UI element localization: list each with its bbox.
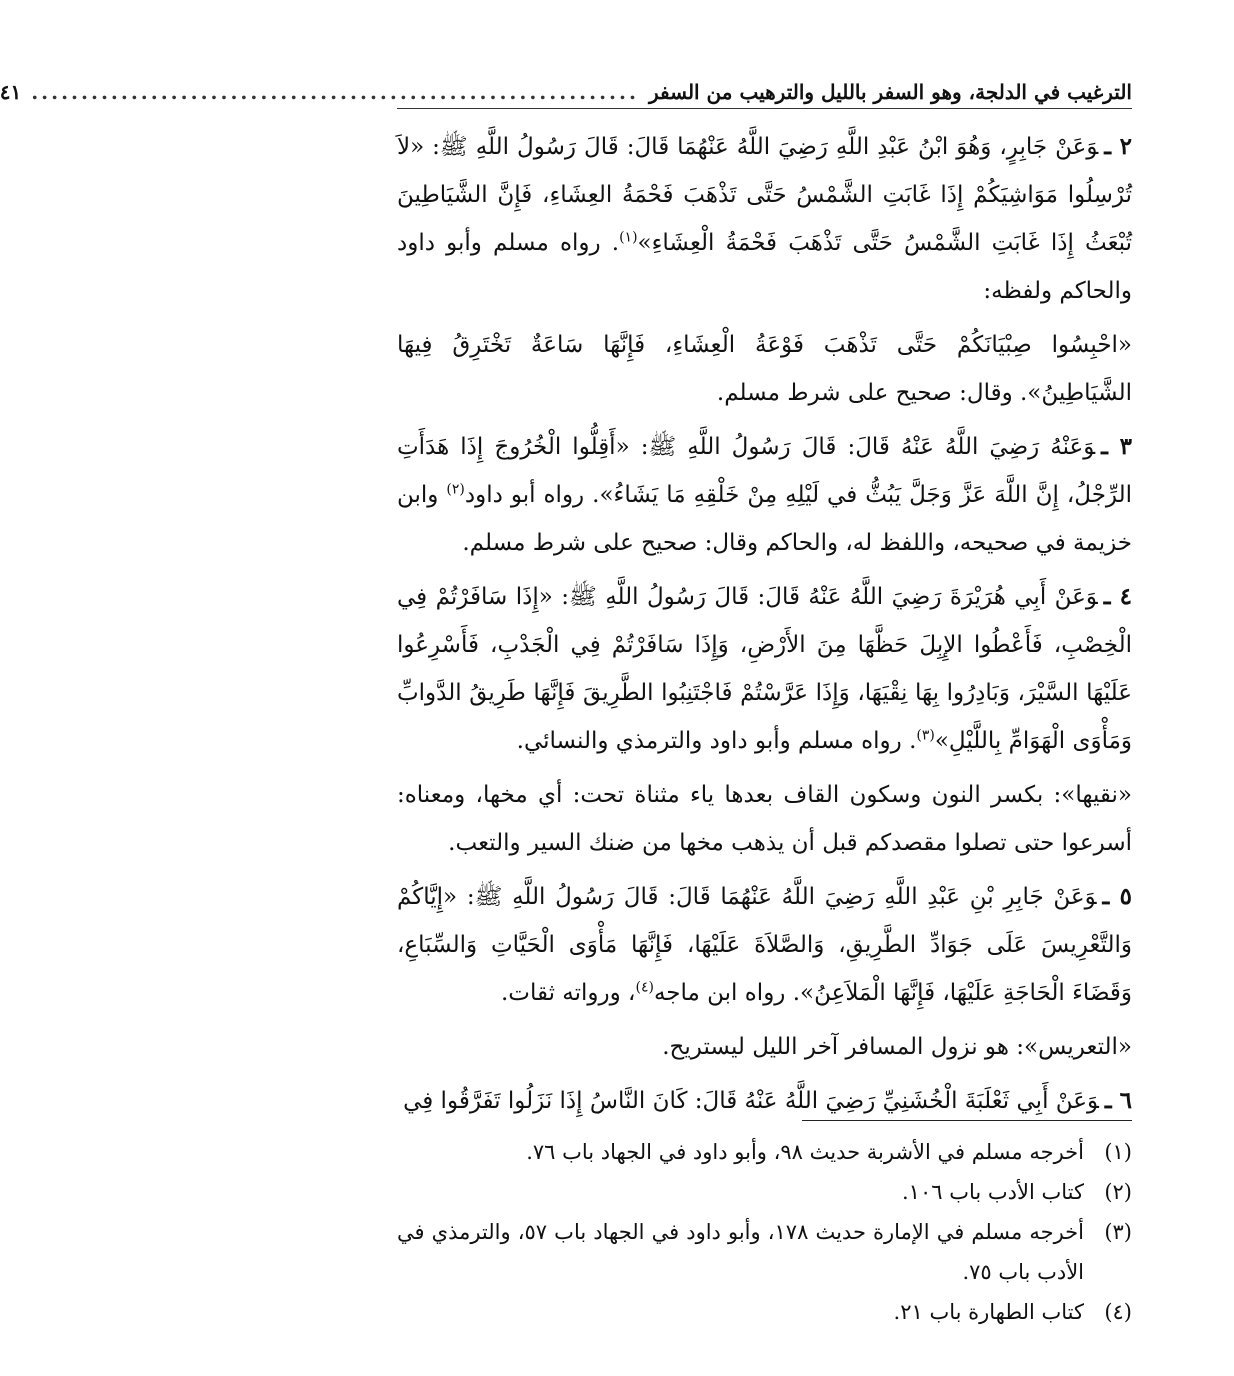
footnote-divider: [802, 1120, 1132, 1121]
hadith-number: ٢ ـ: [1104, 133, 1133, 160]
header-leader-dots: .............................................................: [31, 80, 639, 104]
hadith-source: . رواه مسلم وأبو داود والترمذي والنسائي.: [516, 728, 917, 754]
footnote-ref[interactable]: (٣): [916, 727, 935, 744]
hadith-number: ٥ ـ: [1102, 883, 1133, 910]
hadith-paragraph-2: [397, 123, 1132, 315]
footnote-ref[interactable]: (٤): [635, 979, 654, 996]
footnote-item: [397, 1212, 1132, 1292]
explanation-paragraph: [397, 1023, 1132, 1071]
footnote-ref[interactable]: (٢): [446, 481, 465, 498]
main-text: [397, 123, 1132, 1125]
hadith-number: ٦ ـ: [1104, 1087, 1132, 1114]
hadith-source: ، ورواته ثقات.: [500, 980, 636, 1006]
footnote-text: أخرجه مسلم في الإمارة حديث ١٧٨، وأبو داود في الجهاد باب ٥٧، والترمذي في الأدب باب ٧٥.: [397, 1220, 1084, 1284]
hadith-variant-paragraph: [397, 321, 1132, 417]
hadith-number: ٤ ـ: [1103, 583, 1132, 610]
hadith-paragraph-6: [397, 1077, 1132, 1125]
running-header-title: الترغيب في الدلجة، وهو السفر بالليل والترهيب من السفر: [648, 80, 1132, 104]
footnote-item: [397, 1292, 1132, 1332]
hadith-paragraph-5: [397, 873, 1132, 1017]
hadith-number: ٣ ـ: [1101, 433, 1133, 460]
footnote-item: [397, 1132, 1132, 1172]
page-number: ٤١: [0, 80, 22, 104]
hadith-text: وَعَنْ أَبِي هُرَيْرَةَ رَضِيَ اللَّهُ عَنْهُ قَالَ: قَالَ رَسُولُ اللَّهِ ﷺ: «إِذَا سَافَرْتُمْ فِي الْخِصْبِ، فَأَعْطُوا الإِبِلَ حَظَّهَا مِنَ الأَرْضِ، وَإِذَا سَافَرْتُمْ فِي الْجَدْبِ، فَأَسْرِعُوا عَلَيْهَا السَّيْرَ، وَبَادِرُوا بِهَا نِقْيَهَا، وَإِذَا عَرَّسْتُمْ فَاجْتَنِبُوا الطَّرِيقَ فَإِنَّهَا طَرِيقُ الدَّوابِّ وَمَأْوَى الْهَوَامِّ بِاللَّيْلِ»: [397, 584, 1132, 754]
footnote-mark: (٣): [1104, 1220, 1132, 1244]
hadith-source: وابن خزيمة في صحيحه، واللفظ له، والحاكم وقال: صحيح على شرط مسلم.: [397, 482, 1132, 556]
explanation-text: «التعريس»: هو نزول المسافر آخر الليل ليستريح.: [662, 1034, 1132, 1060]
footnote-text: كتاب الطهارة باب ٢١.: [893, 1300, 1084, 1324]
explanation-paragraph: [397, 771, 1132, 867]
hadith-text: وَعَنْ أَبِي ثَعْلَبَةَ الْخُشَنِيِّ رَضِيَ اللَّهُ عَنْهُ قَالَ: كَانَ النَّاسُ إِذَا نَزَلُوا تَفَرَّقُوا فِي: [403, 1088, 1099, 1114]
hadith-source: . رواه مسلم وأبو داود والحاكم ولفظه:: [397, 230, 1132, 304]
footnote-text: أخرجه مسلم في الأشربة حديث ٩٨، وأبو داود في الجهاد باب ٧٦.: [526, 1140, 1084, 1164]
running-header: [0, 80, 1132, 109]
hadith-text: وَعَنْ جَابِرٍ، وَهُوَ ابْنُ عَبْدِ اللَّهِ رَضِيَ اللَّهُ عَنْهُمَا قَالَ: قَالَ رَسُولُ اللَّهِ ﷺ: «لاَ تُرْسِلُوا مَوَاشِيَكُمْ إِذَا غَابَتِ الشَّمْسُ حَتَّى تَذْهَبَ فَحْمَةُ العِشَاءِ، فَإِنَّ الشَّيَاطِينَ تُبْعَثُ إِذَا غَابَتِ الشَّمْسُ حَتَّى تَذْهَبَ فَحْمَةُ الْعِشَاءِ»: [397, 134, 1133, 256]
hadith-text: «احْبِسُوا صِبْيَانَكُمْ حَتَّى تَذْهَبَ فَوْعَةُ الْعِشَاءِ، فَإِنَّهَا سَاعَةٌ تَخْتَرِقُ فِيهَا الشَّيَاطِينُ». وقال: صحيح على شرط مسلم.: [397, 332, 1132, 406]
footnote-item: [397, 1172, 1132, 1212]
hadith-text: وَعَنْهُ رَضِيَ اللَّهُ عَنْهُ قَالَ: قَالَ رَسُولُ اللَّهِ ﷺ: «أَقِلُّوا الْخُرُوجَ إِذَا هَدَأَتِ الرِّجْلُ، إِنَّ اللَّهَ عَزَّ وَجَلَّ يَبُثُّ في لَيْلِهِ مِنْ خَلْقِهِ مَا يَشَاءُ». رواه أبو داود: [397, 434, 1133, 508]
footnote-mark: (١): [1104, 1140, 1132, 1164]
footnote-mark: (٤): [1104, 1300, 1132, 1324]
footnotes-section: [397, 1132, 1132, 1332]
footnote-text: كتاب الأدب باب ١٠٦.: [901, 1180, 1084, 1204]
hadith-paragraph-4: [397, 573, 1132, 765]
footnote-mark: (٢): [1104, 1180, 1132, 1204]
explanation-text: «نقيها»: بكسر النون وسكون القاف بعدها ياء مثناة تحت: أي مخها، ومعناه: أسرعوا حتى تصلوا مقصدكم قبل أن يذهب مخها من ضنك السير والتعب.: [397, 782, 1132, 856]
hadith-text: وَعَنْ جَابِرِ بْنِ عَبْدِ اللَّهِ رَضِيَ اللَّهُ عَنْهُمَا قَالَ: قَالَ رَسُولُ اللَّهِ ﷺ: «إِيَّاكُمْ وَالتَّعْرِيسَ عَلَى جَوَادِّ الطَّرِيقِ، وَالصَّلاَةَ عَلَيْهَا، فَإِنَّهَا مَأْوَى الْحَيَّاتِ وَالسِّبَاعِ، وَقَضَاءَ الْحَاجَةِ عَلَيْهَا، فَإِنَّهَا الْمَلاَعِنُ». رواه ابن ماجه: [397, 884, 1132, 1006]
footnote-ref[interactable]: (١): [619, 229, 638, 246]
hadith-paragraph-3: [397, 423, 1132, 567]
